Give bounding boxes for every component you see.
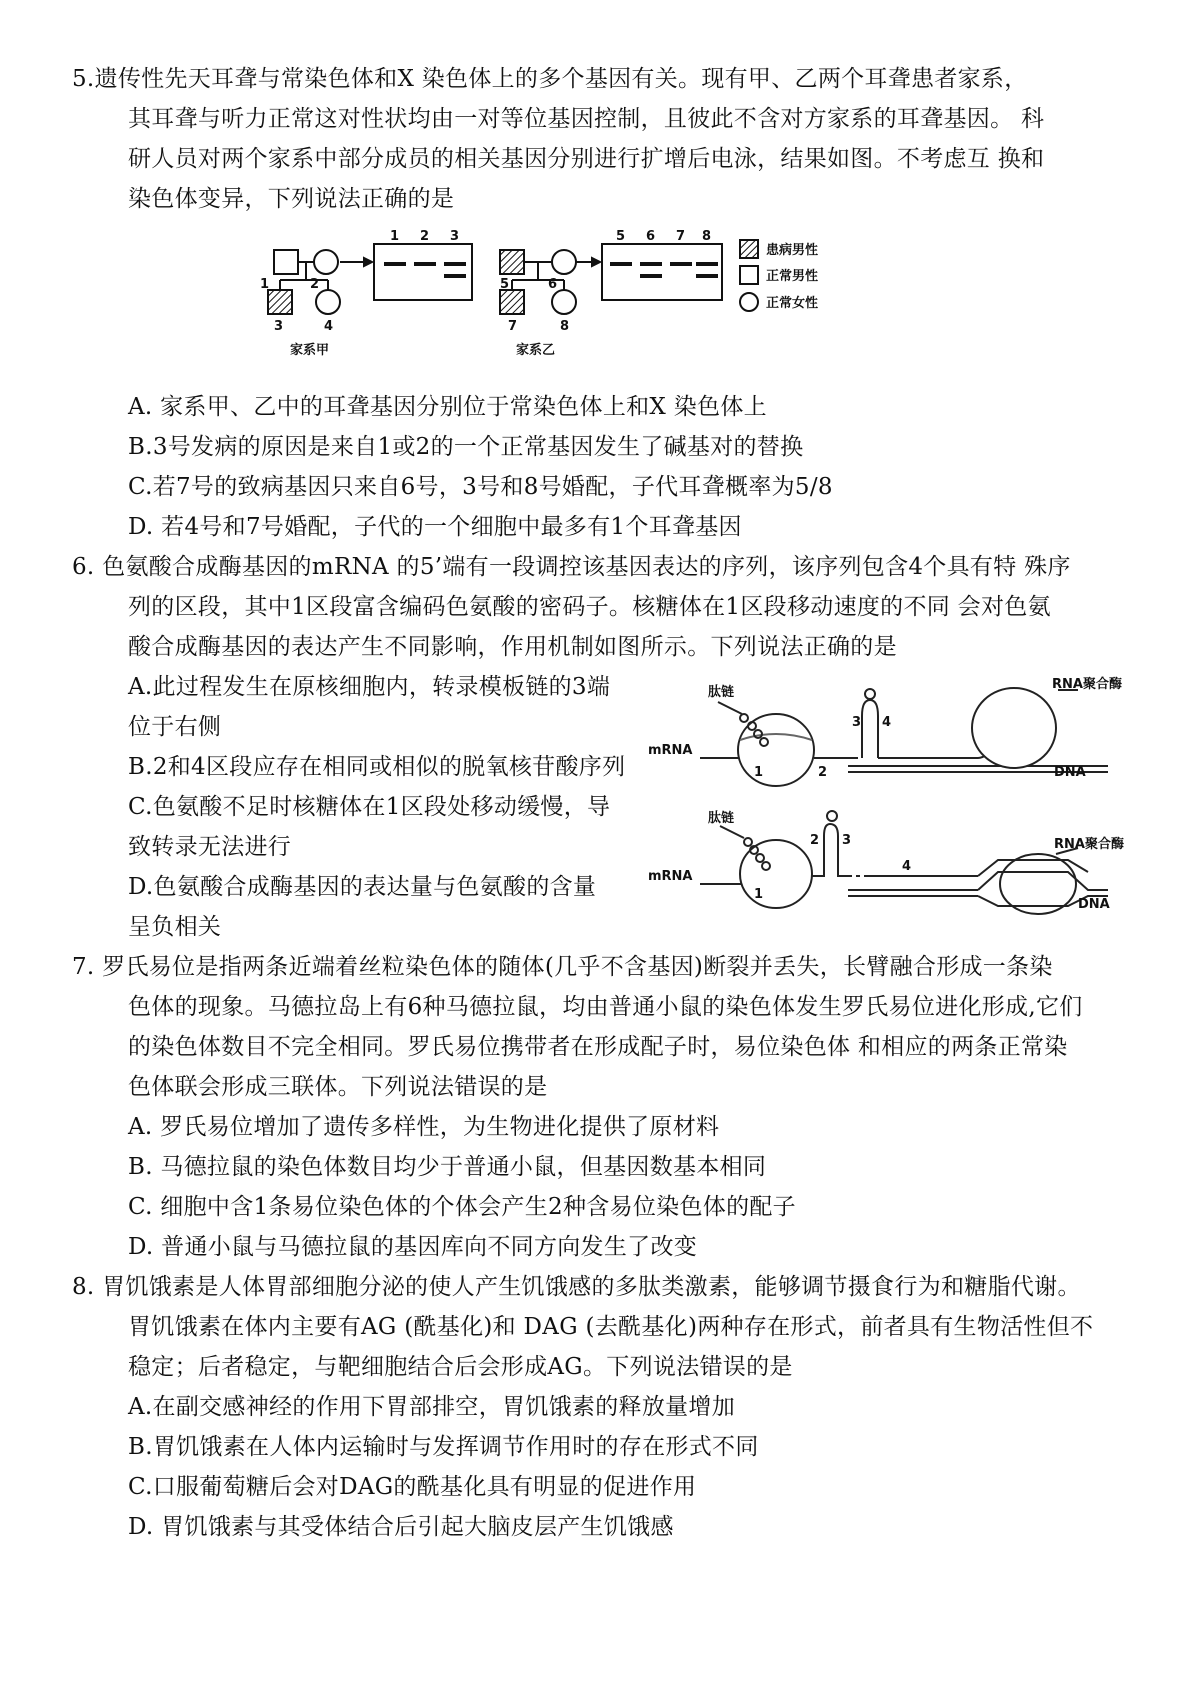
q8-stem-line-1: 8. 胃饥饿素是人体胃部细胞分泌的使人产生饥饿感的多肽类激素，能够调节摄食行为和糖脂代谢。 <box>72 1274 1081 1300</box>
bottom-region-2: 2 <box>810 833 820 848</box>
gel-b-lane-5-band <box>610 262 632 266</box>
q7-stem-line-3: 的染色体数目不完全相同。罗氏易位携带者在形成配子时，易位染色体 和相应的两条正常染 <box>128 1034 1068 1060</box>
member-4-normal-female <box>316 290 340 314</box>
legend-normal-male: 正常男性 <box>766 269 819 284</box>
q7-option-b: B. 马德拉鼠的染色体数目均少于普通小鼠，但基因数基本相同 <box>128 1154 767 1180</box>
top-region-3: 3 <box>852 715 862 730</box>
q8-option-d: D. 胃饥饿素与其受体结合后引起大脑皮层产生饥饿感 <box>128 1514 674 1540</box>
legend-affected-male-icon <box>740 240 758 258</box>
q6-option-a-line-2: 位于右侧 <box>128 714 222 740</box>
gel-b-lane-8-band-lower <box>696 274 718 278</box>
pedigree-number-2: 2 <box>310 277 320 292</box>
family-a-label: 家系甲 <box>290 343 330 358</box>
q7-stem-line-1: 7. 罗氏易位是指两条近端着丝粒染色体的随体(几乎不含基因)断裂并丢失，长臂融合形成一条染 <box>72 954 1053 980</box>
gel-b-lane-label-8: 8 <box>702 229 712 244</box>
q5-stem-line-2: 其耳聋与听力正常这对性状均由一对等位基因控制，且彼此不含对方家系的耳聋基因。 科 <box>128 106 1045 132</box>
q6-stem-line-2: 列的区段，其中1区段富含编码色氨酸的密码子。核糖体在1区段移动速度的不同 会对色氨 <box>128 594 1051 620</box>
peptide-label-bottom: 肽链 <box>708 811 735 826</box>
q5-stem-line-4: 染色体变异，下列说法正确的是 <box>128 186 455 212</box>
mrna-label-bottom: mRNA <box>648 869 693 884</box>
q5-option-b: B.3号发病的原因是来自1或2的一个正常基因发生了碱基对的替换 <box>128 434 804 460</box>
bottom-region-1: 1 <box>754 887 764 902</box>
gel-a <box>374 244 472 300</box>
gel-a-lane-3-band-upper <box>444 262 466 266</box>
pedigree-number-6: 6 <box>548 277 558 292</box>
gel-b <box>602 244 722 300</box>
gel-b-lane-7-band <box>670 262 692 266</box>
legend-normal-male-icon <box>740 266 758 284</box>
bottom-region-4: 4 <box>902 859 912 874</box>
peptide-label-top: 肽链 <box>708 685 735 700</box>
pedigree-number-8: 8 <box>560 319 570 334</box>
gel-b-lane-label-5: 5 <box>616 229 626 244</box>
gel-a-lane-label-2: 2 <box>420 229 430 244</box>
q5-option-d: D. 若4号和7号婚配，子代的一个细胞中最多有1个耳聋基因 <box>128 514 742 540</box>
member-3-affected-male <box>268 290 292 314</box>
gel-a-lane-2-band <box>414 262 436 266</box>
family-b-label: 家系乙 <box>516 343 556 358</box>
q5-stem-line-1: 5.遗传性先天耳聋与常染色体和X 染色体上的多个基因有关。现有甲、乙两个耳聋患者家系， <box>72 66 1028 92</box>
gel-a-lane-label-1: 1 <box>390 229 400 244</box>
q8-option-c: C.口服葡萄糖后会对DAG的酰基化具有明显的促进作用 <box>128 1474 697 1500</box>
q7-option-d: D. 普通小鼠与马德拉鼠的基因库向不同方向发生了改变 <box>128 1234 698 1260</box>
q5-option-a: A. 家系甲、乙中的耳聋基因分别位于常染色体上和X 染色体上 <box>128 394 767 420</box>
bottom-region-3: 3 <box>842 833 852 848</box>
pedigree-gel-figure <box>260 229 940 380</box>
q7-option-c: C. 细胞中含1条易位染色体的个体会产生2种含易位染色体的配子 <box>128 1194 796 1220</box>
pedigree-number-3: 3 <box>274 319 284 334</box>
rna-pol-label-bottom: RNA聚合酶 <box>1054 837 1124 852</box>
mrna-label-top: mRNA <box>648 743 693 758</box>
gel-a-lane-3-band-lower <box>444 274 466 278</box>
q6-option-d-line-2: 呈负相关 <box>128 914 222 940</box>
member-6-normal-female <box>552 250 576 274</box>
top-region-1: 1 <box>754 765 764 780</box>
gel-b-lane-6-band-lower <box>640 274 662 278</box>
member-1-normal-male <box>274 250 298 274</box>
q8-option-a: A.在副交感神经的作用下胃部排空，胃饥饿素的释放量增加 <box>128 1394 736 1420</box>
member-5-affected-male <box>500 250 524 274</box>
q6-option-d-line-1: D.色氨酸合成酶基因的表达量与色氨酸的含量 <box>128 874 597 900</box>
q6-stem-line-3: 酸合成酶基因的表达产生不同影响，作用机制如图所示。下列说法正确的是 <box>128 634 897 660</box>
attenuation-mechanism-figure <box>648 676 1124 926</box>
q6-option-c-line-2: 致转录无法进行 <box>128 834 292 860</box>
rna-pol-label-top: RNA聚合酶 <box>1052 677 1122 692</box>
legend-affected-male: 患病男性 <box>766 243 819 258</box>
member-8-normal-female <box>552 290 576 314</box>
gel-a-lane-1-band <box>384 262 406 266</box>
q7-stem-line-4: 色体联会形成三联体。下列说法错误的是 <box>128 1074 548 1100</box>
dna-label-top: DNA <box>1054 765 1086 780</box>
q7-stem-line-2: 色体的现象。马德拉岛上有6种马德拉鼠，均由普通小鼠的染色体发生罗氏易位进化形成,它们 <box>128 994 1083 1020</box>
q5-option-c: C.若7号的致病基因只来自6号，3号和8号婚配，子代耳聋概率为5/8 <box>128 474 833 500</box>
pedigree-number-5: 5 <box>500 277 510 292</box>
pedigree-number-7: 7 <box>508 319 518 334</box>
top-region-4: 4 <box>882 715 892 730</box>
q8-option-b: B.胃饥饿素在人体内运输时与发挥调节作用时的存在形式不同 <box>128 1434 759 1460</box>
ribosome-top <box>738 714 814 786</box>
gel-b-lane-8-band-upper <box>696 262 718 266</box>
q7-option-a: A. 罗氏易位增加了遗传多样性，为生物进化提供了原材料 <box>128 1114 720 1140</box>
pedigree-number-1: 1 <box>260 277 270 292</box>
gel-b-lane-label-7: 7 <box>676 229 686 244</box>
dna-label-bottom: DNA <box>1078 897 1110 912</box>
top-region-2: 2 <box>818 765 828 780</box>
q8-stem-line-3: 稳定；后者稳定，与靶细胞结合后会形成AG。下列说法错误的是 <box>128 1354 793 1380</box>
member-2-normal-female <box>314 250 338 274</box>
q6-option-b: B.2和4区段应存在相同或相似的脱氧核苷酸序列 <box>128 754 626 780</box>
gel-b-lane-label-6: 6 <box>646 229 656 244</box>
member-7-affected-male <box>500 290 524 314</box>
legend-normal-female: 正常女性 <box>766 296 819 311</box>
legend-normal-female-icon <box>740 293 758 311</box>
q5-stem-line-3: 研人员对两个家系中部分成员的相关基因分别进行扩增后电泳，结果如图。不考虑互 换和 <box>128 146 1045 172</box>
q6-stem-line-1: 6. 色氨酸合成酶基因的mRNA 的5’端有一段调控该基因表达的序列，该序列包含4个具有特 殊序 <box>72 554 1071 580</box>
q6-option-a-line-1: A.此过程发生在原核细胞内，转录模板链的3端 <box>128 674 611 700</box>
q8-stem-line-2: 胃饥饿素在体内主要有AG (酰基化)和 DAG (去酰基化)两种存在形式，前者具有生物活性但不 <box>128 1314 1094 1340</box>
rna-polymerase-top <box>972 688 1056 768</box>
pedigree-number-4: 4 <box>324 319 334 334</box>
gel-a-lane-label-3: 3 <box>450 229 460 244</box>
gel-b-lane-6-band-upper <box>640 262 662 266</box>
q6-option-c-line-1: C.色氨酸不足时核糖体在1区段处移动缓慢，导 <box>128 794 611 820</box>
